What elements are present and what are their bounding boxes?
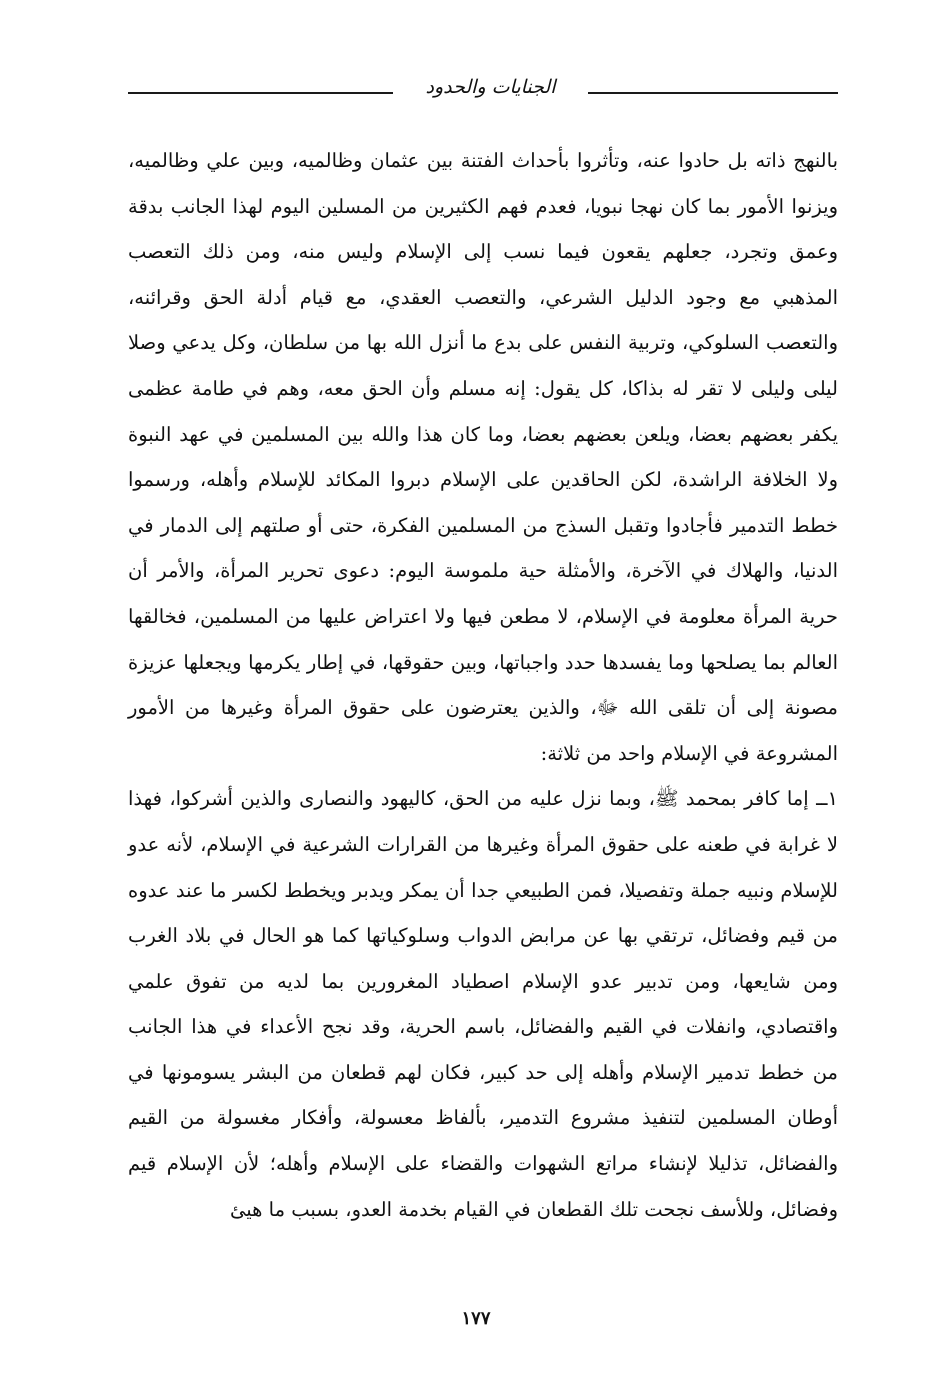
running-header <box>128 62 838 102</box>
body-text <box>128 138 838 1232</box>
page-number: ١٧٧ <box>461 1308 491 1329</box>
paragraph-item-1: ١ــ إما كافر بمحمد ﷺ، وبما نزل عليه من الحق، كاليهود والنصارى والذين أشركوا، فهذا لا غرابة في طعنه على حقوق المرأة وغيرها من القرارات الشرعية في الإسلام، لأنه عدو للإسلام ونبيه جملة وتفصيلا، فمن الطبيعي جدا أن يمكر ويدبر ويخطط لكسر ما عند عدوه من قيم وفضائل، ترتقي بها عن مرابض الدواب وسلوكياتها كما هو الحال في بلاد الغرب ومن شايعها، ومن تدبير عدو الإسلام اصطياد المغرورين بما لديه من تفوق علمي واقتصادي، وانفلات في القيم والفضائل، باسم الحرية، وقد نجح الأعداء في هذا الجانب من خطط تدمير الإسلام وأهله إلى حد كبير، فكان لهم قطعان من البشر يسومونها في أوطان المسلمين لتنفيذ مشروع التدمير، بألفاظ معسولة، وأفكار مغسولة من القيم والفضائل، تذليلا لإنشاء مراتع الشهوات والقضاء على الإسلام وأهله؛ لأن الإسلام قيم وفضائل، وللأسف نجحت تلك القطعان في القيام بخدمة العدو، بسبب ما هيئ <box>128 787 838 1221</box>
paragraph-continued: بالنهج ذاته بل حادوا عنه، وتأثروا بأحداث الفتنة بين عثمان وظالميه، وبين علي وظالميه، ويزنوا الأمور بما كان نهجا نبويا، فعدم فهم الكثيرين من المسلين اليوم لهذا الجانب بدقة وعمق وتجرد، جعلهم يقعون فيما نسب إلى الإسلام وليس منه، ومن ذلك التعصب المذهبي مع وجود الدليل الشرعي، والتعصب العقدي، مع قيام أدلة الحق وقرائنه، والتعصب السلوكي، وتربية النفس على بدع ما أنزل الله بها من سلطان، وكل يدعي وصلا ليلى وليلى لا تقر له بذاكا، كل يقول: إنه مسلم وأن الحق معه، وهم في طامة عظمى يكفر بعضهم بعضا، ويلعن بعضهم بعضا، وما كان هذا والله بين المسلمين في عهد النبوة ولا الخلافة الراشدة، لكن الحاقدين على الإسلام دبروا المكائد للإسلام وأهله، ورسموا خطط التدمير فأجادوا وتقبل السذج من المسلمين الفكرة، حتى أو صلتهم إلى الدمار في الدنيا، والهلاك في الآخرة، والأمثلة حية ملموسة اليوم: دعوى تحرير المرأة، والأمر أن حرية المرأة معلومة في الإسلام، لا مطعن فيها ولا اعتراض عليها من المسلمين، فخالقها العالم بما يصلحها وما يفسدها حدد واجباتها، وبين حقوقها، في إطار يكرمها ويجعلها عزيزة مصونة إلى أن تلقى الله ﷻ، والذين يعترضون على حقوق المرأة وغيرها من الأمور المشروعة في الإسلام واحد من ثلاثة: <box>128 149 838 765</box>
header-rule-right <box>588 92 838 94</box>
header-rule-left <box>128 92 393 94</box>
header-title: الجنايات والحدود <box>425 76 556 98</box>
